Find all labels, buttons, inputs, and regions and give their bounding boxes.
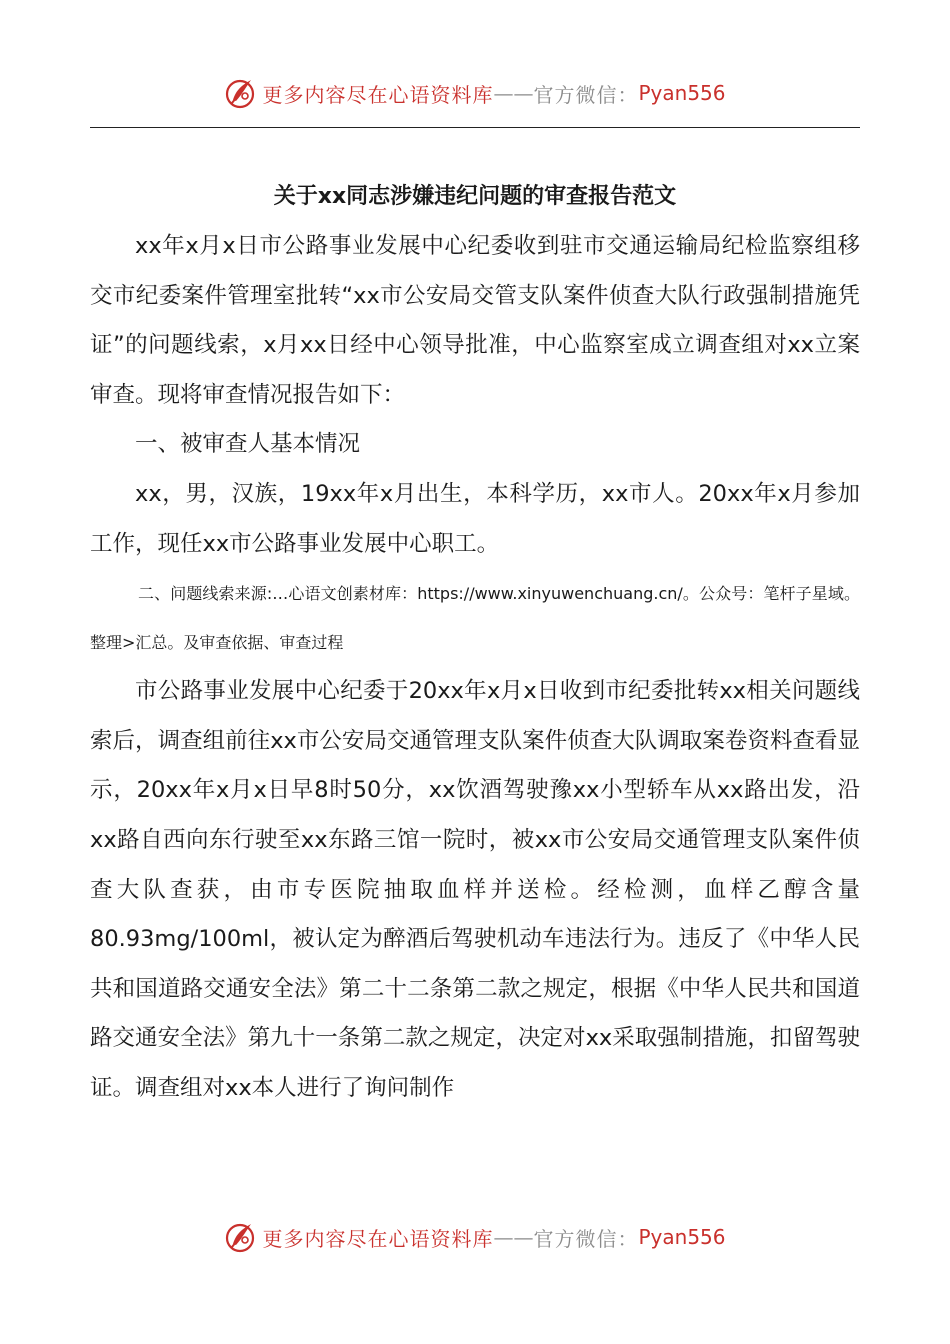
banner-wechat-label: 官方微信： — [533, 82, 639, 107]
section-heading-basic-info: 一、被审查人基本情况 — [135, 431, 361, 458]
banner-separator: —— — [493, 1225, 534, 1249]
header-divider — [90, 127, 860, 128]
document-body — [90, 172, 860, 1114]
banner-wechat-id: Pyan556 — [638, 81, 726, 105]
banner-wechat-label: 官方微信： — [533, 1226, 639, 1251]
paragraph-intro: xx年x月x日市公路事业发展中心纪委收到驻市交通运输局纪检监察组移交市纪委案件管理室批转“xx市公安局交管支队案件侦查大队行政强制措施凭证”的问题线索，x月xx日经中心领导批准，中心监察室成立调查组对xx立案审查。现将审查情况报告如下： — [90, 233, 860, 408]
header-banner — [0, 73, 950, 113]
banner-separator: —— — [493, 81, 534, 105]
section-heading-clue-source: 二、问题线索来源:…心语文创素材库：https://www.xinyuwenchuang.cn/。公众号：笔杆子星域。整理>汇总。及审查依据、审查过程 — [90, 584, 860, 653]
banner-main-text: 更多内容尽在心语资料库 — [262, 1226, 494, 1251]
pen-logo-icon — [224, 1220, 258, 1254]
paragraph-basic-info: xx，男，汉族，19xx年x月出生，本科学历，xx市人。20xx年x月参加工作，现任xx市公路事业发展中心职工。 — [90, 480, 860, 557]
banner-main-text: 更多内容尽在心语资料库 — [262, 82, 494, 107]
footer-banner — [0, 1217, 950, 1257]
paragraph-investigation: 市公路事业发展中心纪委于20xx年x月x日收到市纪委批转xx相关问题线索后，调查组前往xx市公安局交通管理支队案件侦查大队调取案卷资料查看显示，20xx年x月x日早8时50分，xx饮酒驾驶豫xx小型轿车从xx路出发，沿xx路自西向东行驶至xx东路三馆一院时，被xx市公安局交通管理支队案件侦查大队查获，由市专医院抽取血样并送检。经检测，血样乙醇含量80.93mg/100ml，被认定为醉酒后驾驶机动车违法行为。违反了《中华人民共和国道路交通安全法》第二十二条第二款之规定，根据《中华人民共和国道路交通安全法》第九十一条第二款之规定，决定对xx采取强制措施，扣留驾驶证。调查组对xx本人进行了询问制作 — [90, 678, 860, 1101]
pen-logo-icon — [224, 76, 258, 110]
banner-wechat-id: Pyan556 — [638, 1225, 726, 1249]
document-title: 关于xx同志涉嫌违纪问题的审查报告范文 — [273, 184, 677, 209]
